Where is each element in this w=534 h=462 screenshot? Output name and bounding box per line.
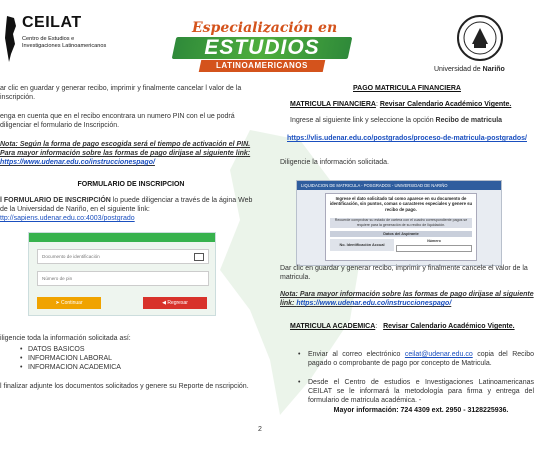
paragraph-pay: ar clic en guardar y generar recibo, imprimir y finalmente cancelar l valor de la inscripción. [0,85,242,101]
ceilat-subtitle: Centro de Estudios e Investigaciones Latinoamericanos [22,36,107,49]
paragraph-form [0,196,262,223]
pin-placeholder: Número de pin [42,276,73,281]
b1-text: Enviar al correo electrónico [308,351,405,358]
continue-button[interactable]: ➤ Continuar [37,297,101,309]
note-right-link[interactable]: https://www.udenar.edu.co/instruccionespago/ [296,300,452,307]
diligencie-right: Diligencie la información solicitada. [280,159,389,166]
academic-calendar-line: MATRICULA ACADEMICA: Revisar Calendario Académico Vigente. [290,323,515,330]
note-pin [0,140,262,167]
back-label: Regresar [167,300,188,306]
university-name [434,66,532,73]
payment-heading: PAGO MATRICULA FINANCIERA [353,85,461,92]
paragraph-form-bold: l FORMULARIO DE INSCRIPCIÓN [0,197,111,204]
form-number-input[interactable] [396,245,472,252]
form-instruction: Ingrese el dato solicitado tal como aparece en su documento de identificación, sin puntos, comas o caracteres especiales y genere su recibo de pago. [329,196,473,212]
financial-calendar-line: MATRICULA FINANCIERA: Revisar Calendario Académico Vigente. [290,101,512,108]
id-card-icon [194,253,204,261]
list-item: • INFORMACION LABORAL [28,354,258,363]
matricula-link[interactable]: https://vlis.udenar.edu.co/postgrados/proceso-de-matricula-postgrados/ [287,135,527,142]
form-panel [325,193,477,261]
especializacion-logo [174,20,350,72]
diligencie-left: iligencie toda la información solicitada así: [0,335,131,342]
academic-label: MATRICULA ACADEMICA [290,323,376,330]
ingrese-text: Ingrese al siguiente link y seleccione la opción [290,117,436,124]
esp-top-text: Especialización en [192,20,338,36]
form-top-bar: LIQUIDACION DE MATRICULA - POSGRADOS - UNIVERSIDAD DE NARIÑO [297,181,501,190]
esp-bottom-band [199,60,326,72]
note-right-text: Nota: Para mayor información sobre las formas de pago dirijase al siguiente link: [280,291,534,307]
liquidation-form-screenshot [296,180,502,266]
list-item [308,350,534,368]
form-reminder: Recuerde comprobar su estado de cartera con el cuadro correspondiente pagos se requiere para la generación de su recibo de liquidación. [330,218,472,228]
form-section-title: Datos del Aspirante [330,231,472,237]
form-heading: FORMULARIO DE INSCRIPCION [77,181,185,188]
paragraph-pin: enga en cuenta que en el recibo encontrara un numero PIN con el ue podrá diligenciar el formulario de Inscripción. [0,113,235,129]
final-paragraph: l finalizar adjunte los documentos solicitados y genere su Reporte de nscripción. [0,383,249,390]
paragraph-form-text: lo puede diligenciar a través de la ágina Web de la Universidad de Nariño, en el siguiente link: [0,197,253,213]
list-item: • Desde el Centro de estudios e Investigaciones Latinoamericanas CEILAT se le informará la metodología para firma y entrega del formulario de matricula académica. - [308,378,534,405]
login-screenshot [28,232,216,316]
university-prefix: Universidad de [434,66,483,73]
document-placeholder: Documento de identificación [42,254,100,259]
document-input[interactable] [37,249,209,264]
ceilat-map-icon [4,14,18,64]
esp-middle-text: ESTUDIOS [204,36,320,59]
form-row [330,239,472,251]
university-seal-icon [456,14,504,62]
back-button[interactable]: ◀ Regresar [143,297,207,309]
ingrese-bold: Recibo de matricula [435,117,503,124]
dar-clic-right: Dar clic en guardar y generar recibo, imprimir y finalmente cancele el valor de la matricula. [280,265,528,281]
ingrese-line [290,116,534,125]
financial-calendar: Revisar Calendario Académico Vigente. [379,101,512,108]
university-name-bold: Nariño [482,66,505,73]
udenar-logo [434,14,532,80]
list-item: • DATOS BASICOS [28,345,258,354]
ceilat-logo [4,14,108,72]
contact-info: Mayor información: 724 4309 ext. 2950 - 3128225936. [333,407,509,414]
ceilat-title: CEILAT [22,14,82,31]
note-right [280,290,534,308]
note-pin-text: Nota: Según la forma de pago escogida será el tiempo de activación el PIN. Para mayor información sobre las formas de pago dirijase al siguiente link: [0,141,251,157]
financial-label: MATRICULA FINANCIERA [290,101,376,108]
pin-input[interactable] [37,271,209,286]
esp-bottom-text: LATINOAMERICANOS [216,61,308,70]
list-item: • INFORMACION ACADEMICA [28,363,258,372]
continue-label: Continuar [60,300,83,306]
b1-text-rest: copia del Recibo pagado o comprobante de pago por concepto de Matricula. [308,351,534,367]
login-header-bar [29,233,215,242]
academic-calendar: Revisar Calendario Académico Vigente. [383,323,515,330]
sapiens-link[interactable]: ttp://sapiens.udenar.edu.co:4003/postgrado [0,215,135,222]
note-pin-link[interactable]: https://www.udenar.edu.co/instruccionespago/ [0,159,155,166]
form-id-label: No. Identificación Accual [330,239,394,251]
form-number-label: Número [427,239,441,243]
page-number: 2 [258,426,262,433]
email-link[interactable]: ceilat@udenar.edu.co [404,351,473,358]
